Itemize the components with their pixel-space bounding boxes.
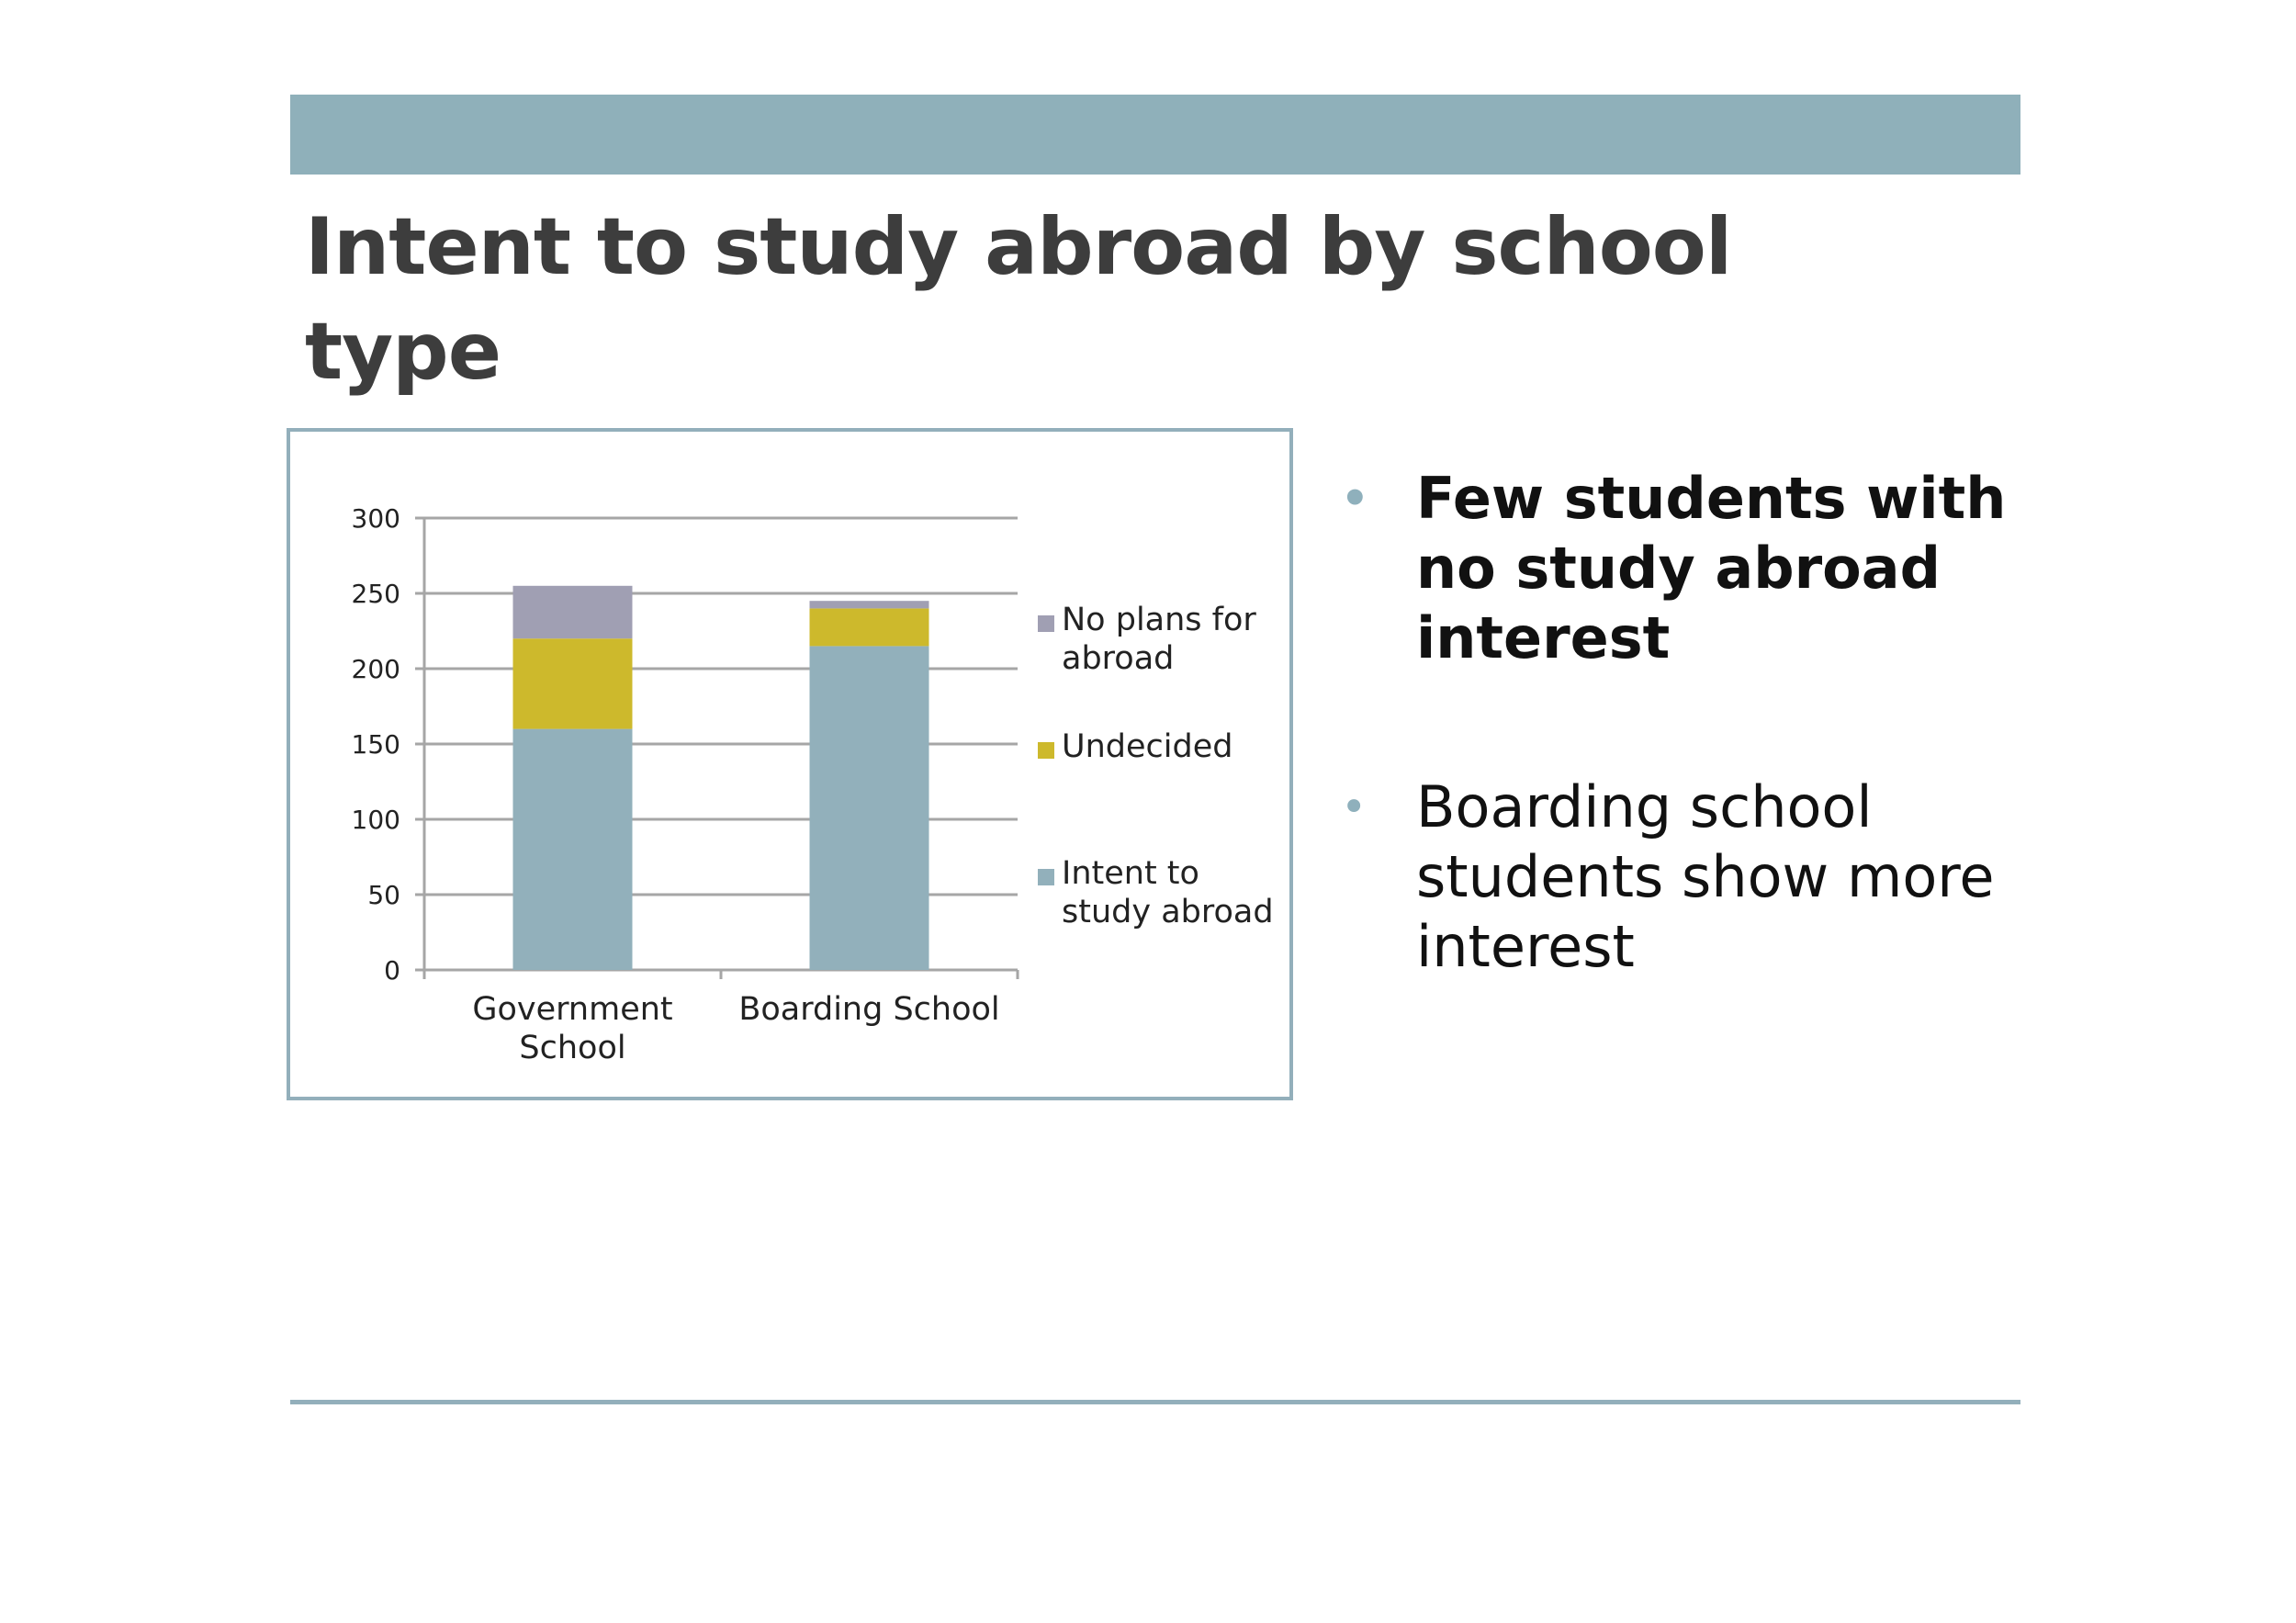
y-tick-label: 100 xyxy=(351,805,400,835)
x-category-label: Boarding School xyxy=(738,991,1000,1028)
legend-swatch xyxy=(1038,615,1054,632)
legend-label: Undecided xyxy=(1062,728,1233,765)
bullet-text: Few students with no study abroad interest xyxy=(1416,465,2007,671)
y-tick-label: 200 xyxy=(351,654,400,684)
y-tick-label: 0 xyxy=(384,955,400,986)
bar-segment xyxy=(810,601,929,608)
y-tick-label: 300 xyxy=(351,503,400,534)
bar-segment xyxy=(513,729,633,970)
title-band xyxy=(290,95,2020,175)
slide-title: Intent to study abroad by school type xyxy=(305,201,1732,398)
bullet-item xyxy=(1341,464,2039,673)
x-category-label: Government School xyxy=(472,991,673,1066)
bullet-text: Boarding school students show more interest xyxy=(1416,773,1995,980)
legend-label: Intent to study abroad xyxy=(1062,855,1274,930)
bar-segment xyxy=(810,608,929,646)
bar-segment xyxy=(513,638,633,728)
bottom-rule xyxy=(290,1400,2020,1404)
bar-segment xyxy=(810,646,929,970)
bullet-item xyxy=(1341,772,2039,982)
bar-segment xyxy=(513,586,633,638)
bullet-dot-icon: • xyxy=(1341,473,1369,524)
legend-swatch xyxy=(1038,742,1054,759)
y-tick-label: 50 xyxy=(367,880,400,910)
bullet-dot-icon: • xyxy=(1341,782,1367,833)
chart-frame xyxy=(287,428,1293,1100)
legend-label: No plans for abroad xyxy=(1062,602,1256,677)
y-tick-label: 150 xyxy=(351,729,400,760)
y-tick-label: 250 xyxy=(351,579,400,609)
stacked-bar-chart xyxy=(290,432,1289,1097)
legend-swatch xyxy=(1038,869,1054,885)
bullet-list xyxy=(1341,464,2039,1081)
